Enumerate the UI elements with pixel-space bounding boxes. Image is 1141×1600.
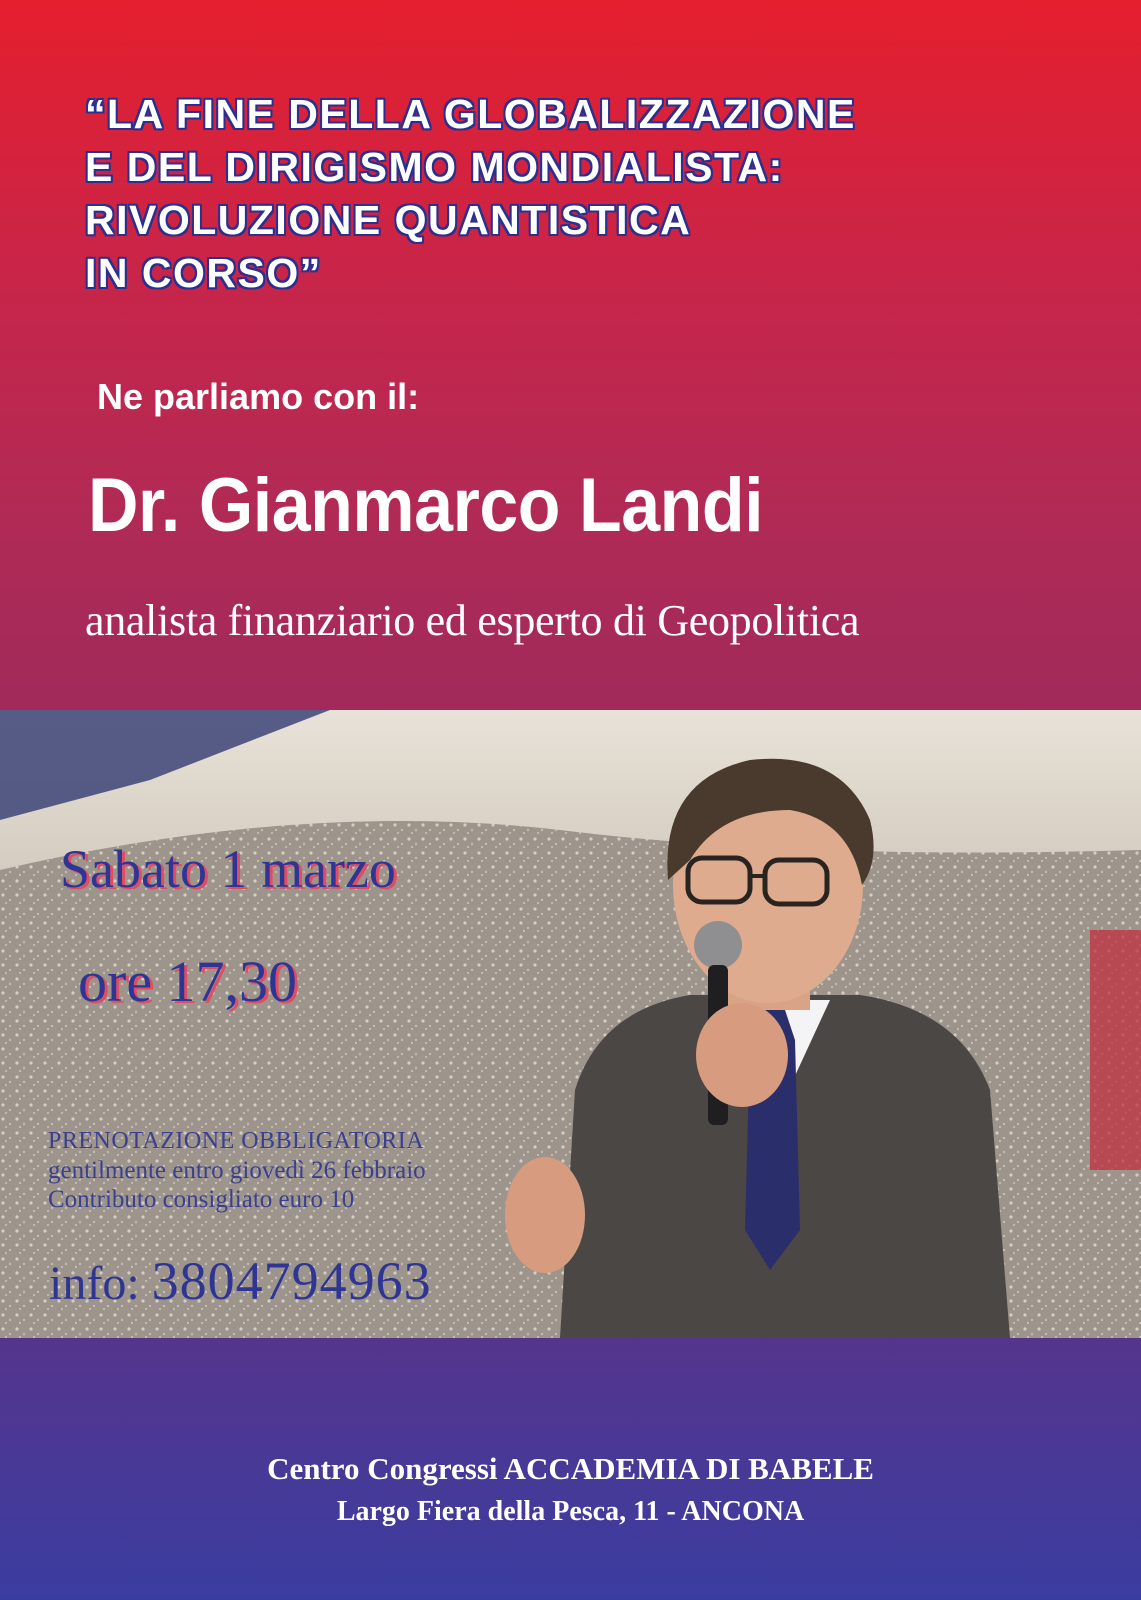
info-line: [49, 1250, 432, 1312]
speaker-name: Dr. Gianmarco Landi: [88, 463, 764, 548]
booking-deadline: gentilmente entro giovedì 26 febbraio: [48, 1157, 426, 1184]
event-date: Sabato 1 marzo: [60, 839, 396, 899]
headline-line-3: RIVOLUZIONE QUANTISTICA: [85, 197, 692, 243]
headline-line-4: IN CORSO”: [85, 250, 322, 296]
intro-text: Ne parliamo con il:: [97, 376, 420, 417]
booking-title: PRENOTAZIONE OBBLIGATORIA: [48, 1128, 425, 1154]
speaker-photo-illustration: [0, 710, 1141, 1338]
event-time: ore 17,30: [78, 949, 298, 1014]
headline-line-2: E DEL DIRIGISMO MONDIALISTA:: [85, 144, 784, 190]
booking-details: [48, 1127, 426, 1214]
headline: [85, 88, 856, 300]
info-phone: 3804794963: [151, 1251, 432, 1311]
speaker-photo: [0, 710, 1141, 1338]
booking-contribution: Contributo consigliato euro 10: [48, 1186, 355, 1213]
venue-address: Largo Fiera della Pesca, 11 - ANCONA: [336, 1496, 805, 1527]
venue-name: Centro Congressi ACCADEMIA DI BABELE: [267, 1451, 874, 1486]
headline-line-1: “LA FINE DELLA GLOBALIZZAZIONE: [85, 91, 856, 137]
info-label: info:: [49, 1257, 140, 1310]
speaker-role: analista finanziario ed esperto di Geopolitica: [85, 596, 860, 645]
